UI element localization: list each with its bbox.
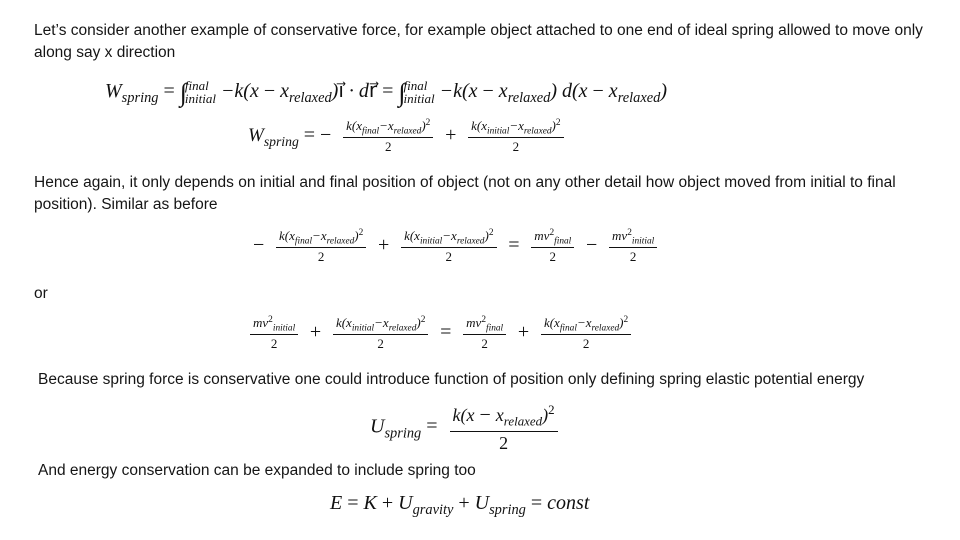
hence-text: Hence again, it only depends on initial and final position of object (not on any other detail how object moved from initial to final position). Similar as before (34, 174, 896, 213)
spring-work-result-equation: $W_{spring}$ = − $\frac{k(x_{final}-x_{relaxed})^2}{2}$ + $\frac{k(x_{initial}-x_{relaxed})^2}{2}$ (248, 118, 566, 155)
total-energy-equation: $E = K + U_{gravity} + U_{spring}$ = const (330, 492, 590, 519)
and-energy-text: And energy conservation can be expanded to include spring too (38, 462, 476, 479)
intro-text: Let’s consider another example of conservative force, for example object attached to one end of ideal spring allowed to move only along say x direction (34, 22, 923, 61)
intro-paragraph (34, 20, 934, 64)
work-energy-equation: − $\frac{k(x_{final}-x_{relaxed})^2}{2}$ + $\frac{k(x_{initial}-x_{relaxed})^2}{2}$ = $\frac{mv^2_{final}}{2}$ − $\frac{mv^2_{initial}}{2}$ (248, 228, 659, 265)
energy-conservation-rearranged-equation: $\frac{mv^2_{initial}}{2}$ + $\frac{k(x_{initial}-x_{relaxed})^2}{2}$ = $\frac{mv^2_{final}}{2}$ + $\frac{k(x_{final}-x_{relaxed})^2}{2}$ (248, 315, 633, 352)
hence-paragraph (34, 172, 939, 216)
or-paragraph (34, 283, 48, 305)
because-paragraph (38, 369, 938, 391)
spring-work-integral-equation: $W_{spring}$ = ∫ final initial $-k(x - x_{relaxed})i⃗$ · dr⃗ = ∫ final initial $-k(x - x_{relaxed})$ $d(x - x_{relaxed})$ (105, 78, 667, 107)
and-energy-paragraph (38, 460, 938, 482)
because-text: Because spring force is conservative one could introduce function of position only defining spring elastic potential energy (38, 371, 865, 388)
spring-potential-energy-equation: $U_{spring}$ = $\frac{k(x - x_{relaxed})^2}{2}$ (370, 402, 560, 454)
or-text: or (34, 285, 48, 302)
